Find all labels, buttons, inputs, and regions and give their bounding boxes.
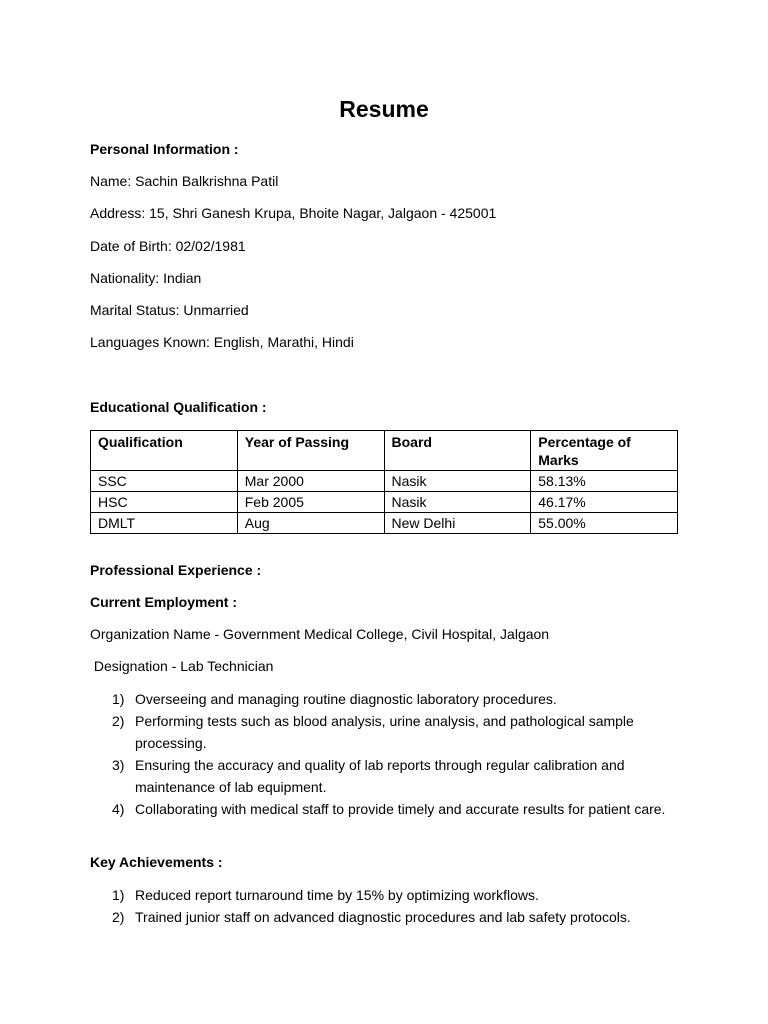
languages-line: Languages Known: English, Marathi, Hindi [90,334,354,350]
cell-percentage: 46.17% [531,492,678,513]
designation-line: Designation - Lab Technician [90,658,274,674]
dob-line: Date of Birth: 02/02/1981 [90,238,246,254]
cell-percentage: 58.13% [531,471,678,492]
list-number: 4) [112,801,125,817]
duties-list [90,688,670,820]
list-number: 2) [112,713,125,729]
cell-qualification: DMLT [91,513,238,534]
list-item [90,798,670,820]
cell-year: Feb 2005 [237,492,384,513]
cell-year: Mar 2000 [237,471,384,492]
header-year: Year of Passing [237,431,384,471]
table-row [91,492,678,513]
cell-percentage: 55.00% [531,513,678,534]
table-row [91,513,678,534]
achievements-heading: Key Achievements : [90,854,223,870]
organization-line: Organization Name - Government Medical College, Civil Hospital, Jalgaon [90,626,550,642]
list-item [90,688,670,710]
page-title: Resume [339,96,429,122]
cell-qualification: HSC [91,492,238,513]
list-number: 1) [112,691,125,707]
list-item [90,754,670,798]
list-text: Collaborating with medical staff to provide timely and accurate results for patient care. [135,801,666,817]
list-item [90,710,670,754]
list-text: Ensuring the accuracy and quality of lab reports through regular calibration and maintenance of lab equipment. [135,757,625,795]
education-heading: Educational Qualification : [90,399,267,415]
personal-info-heading: Personal Information : [90,141,239,157]
cell-board: New Delhi [384,513,531,534]
name-line: Name: Sachin Balkrishna Patil [90,173,279,189]
achievements-list [90,884,670,928]
header-percentage: Percentage of Marks [531,431,678,471]
current-employment-heading: Current Employment : [90,594,238,610]
address-line: Address: 15, Shri Ganesh Krupa, Bhoite Nagar, Jalgaon - 425001 [90,205,497,221]
cell-qualification: SSC [91,471,238,492]
list-item [90,884,670,906]
header-board: Board [384,431,531,471]
experience-heading: Professional Experience : [90,562,262,578]
list-text: Overseeing and managing routine diagnostic laboratory procedures. [135,691,557,707]
list-number: 2) [112,909,125,925]
cell-board: Nasik [384,471,531,492]
education-table [90,430,678,534]
list-text: Trained junior staff on advanced diagnostic procedures and lab safety protocols. [135,909,631,925]
table-row [91,471,678,492]
table-header-row [91,431,678,471]
nationality-line: Nationality: Indian [90,270,202,286]
header-qualification: Qualification [91,431,238,471]
list-number: 1) [112,887,125,903]
list-text: Reduced report turnaround time by 15% by optimizing workflows. [135,887,539,903]
marital-status-line: Marital Status: Unmarried [90,302,249,318]
list-number: 3) [112,757,125,773]
list-item [90,906,670,928]
cell-year: Aug [237,513,384,534]
cell-board: Nasik [384,492,531,513]
list-text: Performing tests such as blood analysis, urine analysis, and pathological sample processing. [135,713,634,751]
